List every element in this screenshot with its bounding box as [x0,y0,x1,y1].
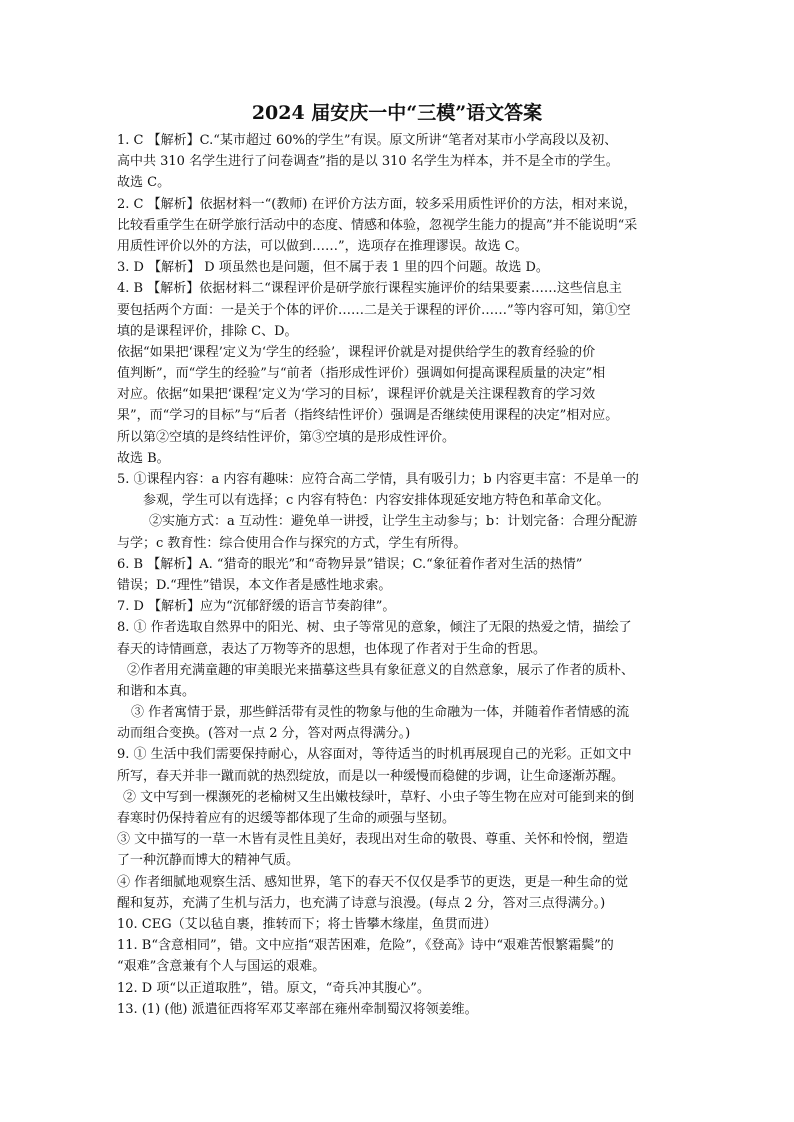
text-line: 4. B 【解析】依据材料二“课程评价是研学旅行课程实施评价的结果要素……这些信息主 [117,281,622,297]
text-line: 与学；c 教育性：综合使用合作与探究的方式，学生有所得。 [117,535,467,551]
text-line: 5. ①课程内容：a 内容有趣味：应符合高二学情，具有吸引力；b 内容更丰富：不是单一的 [117,472,639,487]
text-line: 12. D 项“以正道取胜”，错。原文，“奇兵冲其腹心”。 [117,980,430,996]
text-line: 10. CEG（艾以毡自裹，推转而下；将士皆攀木缘崖，鱼贯而进） [117,916,497,932]
text-line: 9. ① 生活中我们需要保持耐心，从容面对，等待适当的时机再展现自己的光彩。正如文中 [117,747,632,763]
text-line: 高中共 310 名学生进行了问卷调查”指的是以 310 名学生为样本，并不是全市的学生。 [117,154,619,170]
text-line: 填的是课程评价，排除 C、D。 [117,323,298,339]
text-line: 13. (1) (他) 派遣征西将军邓艾率部在雍州牵制蜀汉将领姜维。 [117,1001,478,1017]
text-line: ② 文中写到一棵濒死的老榆树又生出嫩枝绿叶，草籽、小虫子等生物在应对可能到来的倒 [123,789,635,805]
text-line: 2. C 【解析】依据材料一“(教师) 在评价方法方面，较多采用质性评价的方法，相对来说， [117,196,637,212]
text-line: ③ 作者寓情于景，那些鲜活带有灵性的物象与他的生命融为一体，并随着作者情感的流 [131,705,630,721]
text-line: 依据“如果把‘课程’定义为‘学生的经验’，课程评价就是对提供给学生的教育经验的价 [117,344,596,360]
text-line: 值判断”，而“学生的经验”与“前者（指形成性评价）强调如何提高课程质量的决定”相 [117,366,606,382]
text-line: 醒和复苏，充满了生机与活力，也充满了诗意与浪漫。(每点 2 分，答对三点得满分。) [117,895,606,911]
text-line: 了一种沉静而博大的精神气质。 [117,853,300,869]
answer-body [117,130,677,1020]
text-line: 所写，春天并非一蹴而就的热烈绽放，而是以一种缓慢而稳健的步调，让生命逐渐苏醒。 [117,768,625,784]
text-line: 要包括两个方面：一是关于个体的评价……二是关于课程的评价……”等内容可知，第①空 [117,302,631,318]
text-line: 3. D 【解析】 D 项虽然也是问题，但不属于表 1 里的四个问题。故选 D。 [117,260,549,276]
text-line: 7. D 【解析】应为“沉郁舒缓的语言节奏韵律”。 [117,599,396,615]
text-line: 果”，而“学习的目标”与“后者（指终结性评价）强调是否继续使用课程的决定”相对应。 [117,408,619,424]
text-line: 故选 C。 [117,175,171,191]
text-line: 8. ① 作者选取自然界中的阳光、树、虫子等常见的意象，倾注了无限的热爱之情，描绘了 [117,620,632,636]
text-line: 用质性评价以外的方法，可以做到……”，选项存在推理谬误。故选 C。 [117,238,528,254]
text-line: 错误；D.“理性”错误，本文作者是感性地求索。 [117,577,392,593]
text-line: 春寒时仍保持着应有的迟缓等都体现了生命的顽强与坚韧。 [117,811,456,826]
text-line: 比较看重学生在研学旅行活动中的态度、情感和体验，忽视学生能力的提高”并不能说明“采 [117,217,638,233]
text-line: 故选 B。 [117,450,170,466]
text-line: 动而组合变换。(答对一点 2 分，答对两点得满分。) [117,726,411,742]
text-line: ④ 作者细腻地观察生活、感知世界，笔下的春天不仅仅是季节的更迭，更是一种生命的觉 [117,874,629,890]
text-line: 11. B“含意相同”，错。文中应指“艰苦困难，危险”，《登高》诗中“艰难苦恨繁霜鬓”的 [117,938,614,954]
text-line: ②实施方式：a 互动性：避免单一讲授，让学生主动参与；b：计划完备：合理分配游 [149,514,638,530]
text-line: 对应。依据“如果把‘课程’定义为‘学习的目标’，课程评价就是关注课程教育的学习效 [117,387,596,403]
text-line: ②作者用充满童趣的审美眼光来描摹这些具有象征意义的自然意象，展示了作者的质朴、 [127,662,635,678]
text-line: 所以第②空填的是终结性评价，第③空填的是形成性评价。 [117,429,456,445]
text-line: ③ 文中描写的一草一木皆有灵性且美好，表现出对生命的敬畏、尊重、关怀和怜悯，塑造 [117,832,629,848]
document-title: 2024 届安庆一中“三模”语文答案 [251,102,543,124]
text-line: “艰难”含意兼有个人与国运的艰难。 [117,959,326,975]
text-line: 1. C 【解析】C.“某市超过 60%的学生”有误。原文所讲“笔者对某市小学高段以及初、 [117,133,618,148]
text-line: 和谐和本真。 [117,683,196,699]
text-line: 6. B 【解析】A. “猎奇的眼光”和“奇物异景”错误；C.“象征着作者对生活的热情” [117,556,583,572]
text-line: 参观，学生可以有选择；c 内容有特色：内容安排体现延安地方特色和革命文化。 [143,493,610,509]
text-line: 春天的诗情画意，表达了万物等齐的思想，也体现了作者对于生命的哲思。 [117,641,547,657]
answer-document [117,100,677,1020]
